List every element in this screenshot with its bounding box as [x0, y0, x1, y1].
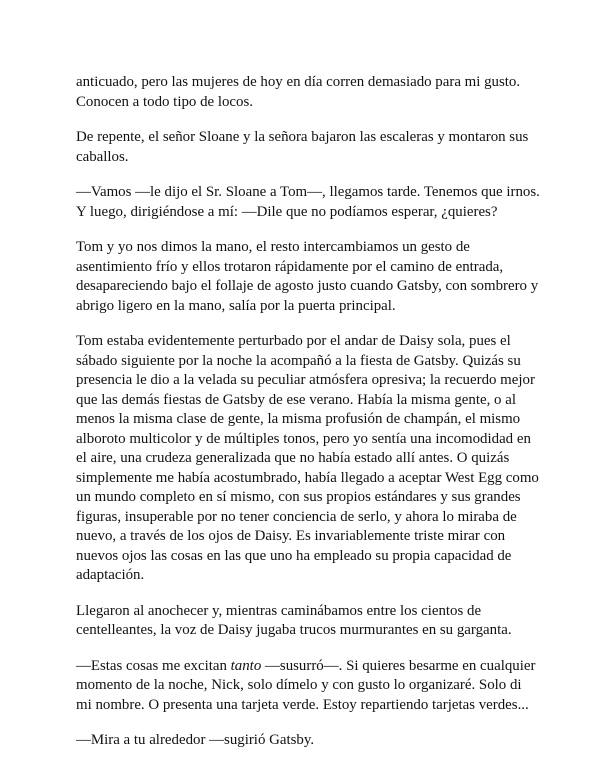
- paragraph-3: —Vamos —le dijo el Sr. Sloane a Tom—, llegamos tarde. Tenemos que irnos. Y luego, dirigiéndose a mí: —Dile que no podíamos esperar, ¿quieres?: [76, 184, 540, 220]
- paragraph-6: Llegaron al anochecer y, mientras caminábamos entre los cientos de centelleantes, la voz de Daisy jugaba trucos murmurantes en su garganta.: [76, 602, 512, 638]
- paragraph-7-start: —Estas cosas me excitan: [76, 657, 231, 674]
- paragraph-2: De repente, el señor Sloane y la señora bajaron las escaleras y montaron sus caballos.: [76, 129, 529, 165]
- paragraph-7-end: —susurró—. Si quieres besarme en cualquier momento de la noche, Nick, solo dímelo y con gusto lo organizaré. Solo di mi nombre. O presenta una tarjeta verde. Estoy repartiendo tarjetas verdes...: [76, 657, 536, 713]
- paragraph-7-emphasis: tanto: [230, 657, 262, 674]
- paragraph-4: Tom y yo nos dimos la mano, el resto intercambiamos un gesto de asentimiento frío y ellos trotaron rápidamente por el camino de entrada, desapareciendo bajo el follaje de agosto justo cuando Gatsby, con sombrero y abrigo ligero en la mano, salía por la puerta principal.: [76, 239, 539, 314]
- paragraph-7: [76, 657, 540, 716]
- paragraph-8: —Mira a tu alrededor —sugirió Gatsby.: [76, 732, 315, 748]
- paragraph-5: Tom estaba evidentemente perturbado por el andar de Daisy sola, pues el sábado siguiente por la noche la acompañó a la fiesta de Gatsby. Quizás su presencia le dio a la velada su peculiar atmósfera opresiva; la recuerdo mejor que las demás fiestas de Gatsby de ese verano. Había la misma gente, o al menos la misma clase de gente, la misma profusión de champán, el mismo alboroto multicolor y de múltiples tonos, pero yo sentía una incomodidad en el aire, una crudeza generalizada que no había estado allí antes. O quizás simplemente me había acostumbrado, había llegado a aceptar West Egg como un mundo completo en sí mismo, con sus propios estándares y sus grandes figuras, insuperable por no tener conciencia de serlo, y ahora lo miraba de nuevo, a través de los ojos de Daisy. Es invariablemente triste mirar con nuevos ojos las cosas en las que uno ha empleado su propia capacidad de adaptación.: [76, 333, 539, 583]
- paragraph-1: anticuado, pero las mujeres de hoy en día corren demasiado para mi gusto. Conocen a todo tipo de locos.: [76, 74, 521, 110]
